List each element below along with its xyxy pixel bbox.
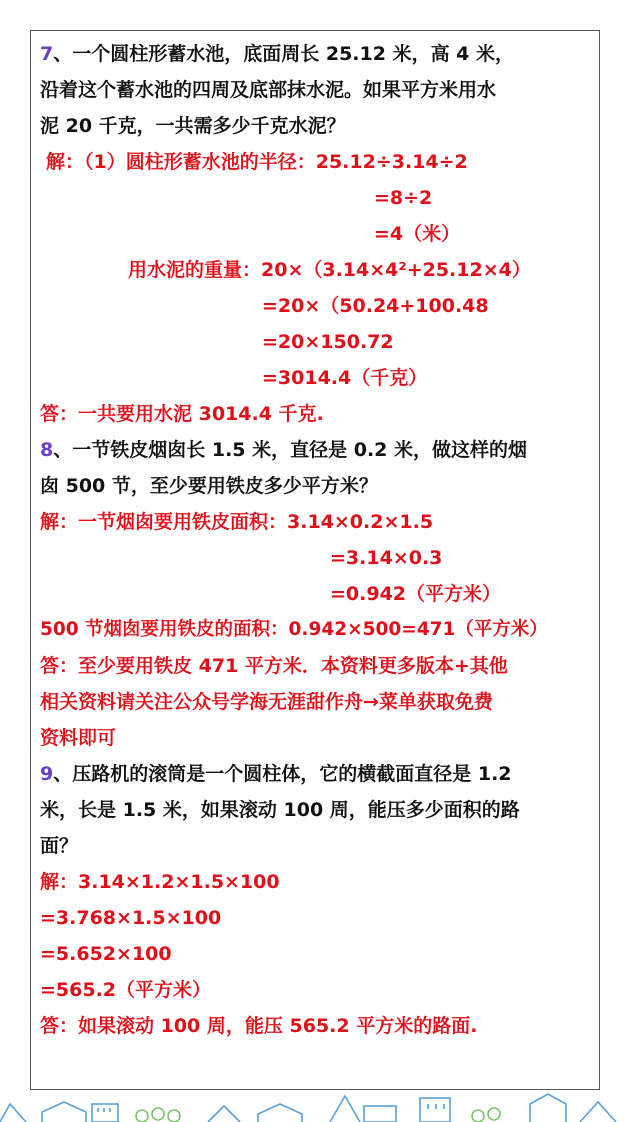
q7-solution-6: =20×150.72 xyxy=(262,331,394,353)
q8-answer-2: 相关资料请关注公众号学海无涯甜作舟→菜单获取免费 xyxy=(40,691,493,713)
q9-solution-2: =3.768×1.5×100 xyxy=(40,907,222,929)
q9-number: 9 xyxy=(40,763,54,785)
q9-solution-3: =5.652×100 xyxy=(40,943,172,965)
q8-solution-2: =3.14×0.3 xyxy=(330,547,443,569)
q7-solution-3: =4（米） xyxy=(374,223,461,245)
q9-line-3: 面？ xyxy=(40,835,79,857)
q7-solution-5: =20×（50.24+100.48 xyxy=(262,295,489,317)
q8-solution-3: =0.942（平方米） xyxy=(330,583,502,605)
tree-icon-4 xyxy=(472,1110,484,1122)
building-icon-2 xyxy=(364,1106,396,1122)
building-icon-3 xyxy=(420,1098,450,1122)
q8-line-2: 囱 500 节，至少要用铁皮多少平方米？ xyxy=(40,475,378,497)
q7-answer: 答：一共要用水泥 3014.4 千克. xyxy=(40,403,324,425)
roof-icon xyxy=(0,1104,26,1122)
building-icon xyxy=(92,1104,118,1122)
q8-solution-1: 解：一节烟囱要用铁皮面积：3.14×0.2×1.5 xyxy=(40,511,434,533)
q8-line-1: 8、一节铁皮烟囱长 1.5 米，直径是 0.2 米，做这样的烟 xyxy=(40,439,528,461)
tree-icon xyxy=(136,1110,148,1122)
q7-line-1: 7、一个圆柱形蓄水池，底面周长 25.12 米，高 4 米， xyxy=(40,43,515,65)
tower-icon xyxy=(330,1096,360,1122)
q9-solution-1: 解：3.14×1.2×1.5×100 xyxy=(40,871,280,893)
tree-icon-5 xyxy=(488,1108,500,1120)
q9-line-1: 9、压路机的滚筒是一个圆柱体，它的横截面直径是 1.2 xyxy=(40,763,512,785)
q8-answer-1: 答：至少要用铁皮 471 平方米．本资料更多版本+其他 xyxy=(40,655,508,677)
roof-icon-3 xyxy=(580,1102,616,1122)
q8-number: 8 xyxy=(40,439,54,461)
tree-icon-2 xyxy=(152,1108,164,1120)
q7-line-2: 沿着这个蓄水池的四周及底部抹水泥。如果平方米用水 xyxy=(40,79,497,101)
roof-icon-2 xyxy=(208,1106,240,1122)
house-icon xyxy=(42,1102,86,1122)
decorative-houses-border xyxy=(0,1090,631,1122)
q8-solution-4: 500 节烟囱要用铁皮的面积：0.942×500=471（平方米） xyxy=(40,619,548,640)
tree-icon-3 xyxy=(168,1110,180,1122)
q7-solution-2: =8÷2 xyxy=(374,187,433,209)
q7-solution-1: 解：（1）圆柱形蓄水池的半径：25.12÷3.14÷2 xyxy=(46,151,468,173)
q9-answer: 答：如果滚动 100 周，能压 565.2 平方米的路面. xyxy=(40,1015,478,1037)
q8-answer-3: 资料即可 xyxy=(40,727,117,749)
q9-line-2: 米，长是 1.5 米，如果滚动 100 周，能压多少面积的路 xyxy=(40,799,520,821)
q7-line-3: 泥 20 千克，一共需多少千克水泥？ xyxy=(40,115,346,137)
q9-solution-4: =565.2（平方米） xyxy=(40,979,212,1001)
q7-solution-4: 用水泥的重量：20×（3.14×4²+25.12×4） xyxy=(128,259,531,281)
house-icon-3 xyxy=(530,1094,566,1122)
q7-solution-7: =3014.4（千克） xyxy=(262,367,428,389)
house-icon-2 xyxy=(258,1104,302,1122)
q7-number: 7 xyxy=(40,43,54,65)
